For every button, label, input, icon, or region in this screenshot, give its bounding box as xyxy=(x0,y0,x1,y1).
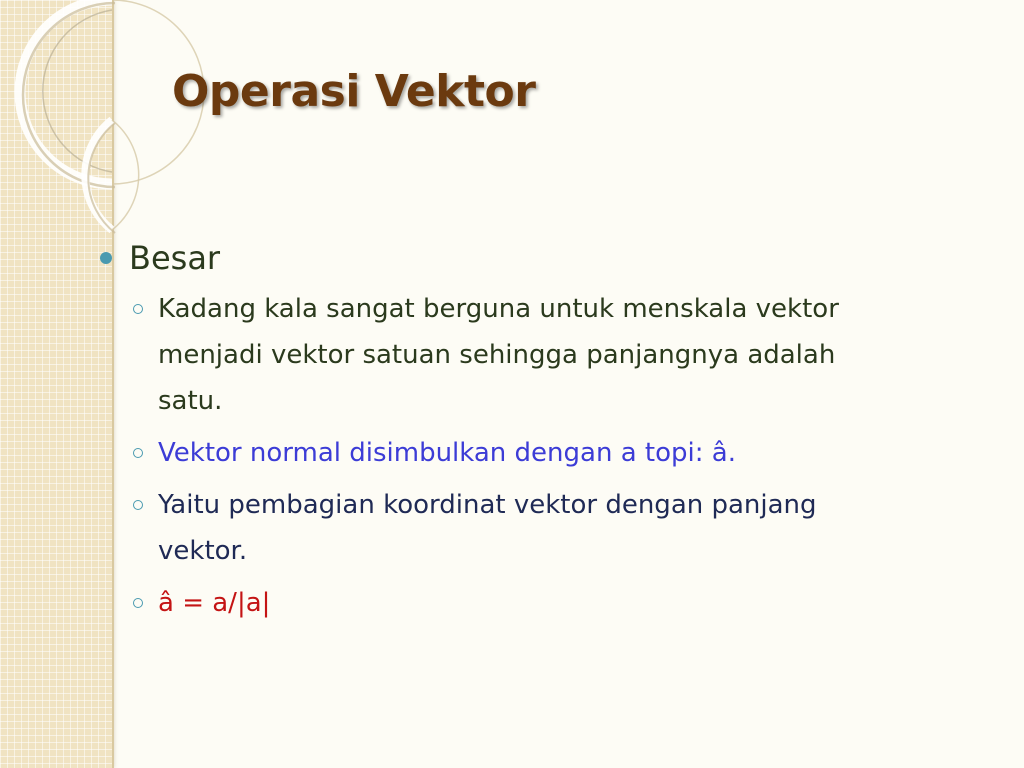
slide-content xyxy=(100,236,900,626)
ring-bullet-icon xyxy=(133,598,143,608)
sub-item-4 xyxy=(100,580,848,626)
sub-item-text: Vektor normal disimbulkan dengan a topi: â. xyxy=(158,438,736,468)
sub-item-2 xyxy=(100,430,848,476)
ring-bullet-icon xyxy=(133,448,143,458)
bullet-dot-icon xyxy=(100,252,112,264)
ring-bullet-icon xyxy=(133,304,143,314)
formula-text: â = a/|a| xyxy=(158,588,271,618)
slide-title: Operasi Vektor xyxy=(172,66,536,117)
ring-bullet-icon xyxy=(133,500,143,510)
sub-item-1 xyxy=(100,286,848,424)
sub-item-text: Kadang kala sangat berguna untuk menskala vektor menjadi vektor satuan sehingga panjangnya adalah satu. xyxy=(158,294,839,416)
decorative-rings xyxy=(0,0,160,260)
bullet-label: Besar xyxy=(129,239,221,277)
bullet-item xyxy=(100,236,900,280)
sub-item-text: Yaitu pembagian koordinat vektor dengan panjang vektor. xyxy=(158,490,817,566)
sub-item-3 xyxy=(100,482,848,574)
